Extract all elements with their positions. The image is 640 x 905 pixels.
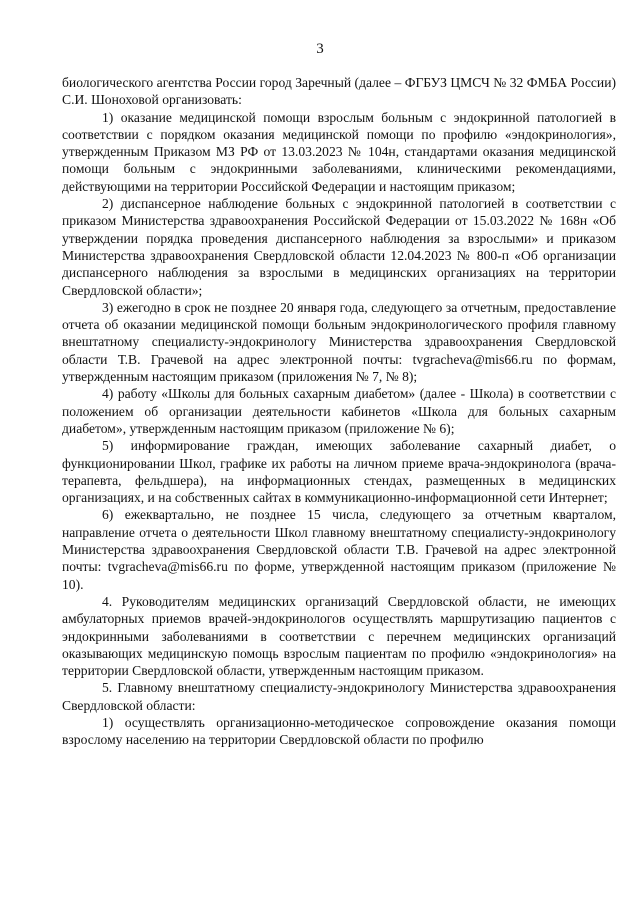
paragraph-item-3-annual-report: 3) ежегодно в срок не позднее 20 января года, следующего за отчетным, предоставление отчета об оказании медицинской помощи больным эндокринологического профиля главному внештатному специалисту-эндокринологу Министерства здравоохранения Свердловской области Т.В. Грачевой на адрес электронной почты: tvgracheva@mis66.ru по формам, утвержденным настоящим приказом (приложения № 7, № 8);: [62, 299, 616, 385]
paragraph-section-5-chief-specialist: 5. Главному внештатному специалисту-эндокринологу Министерства здравоохранения Свердловской области:: [62, 680, 616, 713]
paragraph-continuation: биологического агентства России город Заречный (далее – ФГБУЗ ЦМСЧ № 32 ФМБА России) С.И. Шоноховой организовать:: [62, 75, 616, 108]
paragraph-item-2-dispensary-observation: 2) диспансерное наблюдение больных с эндокринной патологией в соответствии с приказом Министерства здравоохранения Российской Федерации от 15.03.2022 № 168н «Об утверждении порядка проведения диспансерного наблюдения за взрослыми» и приказом Министерства здравоохранения Свердловской области 12.04.2023 № 800-п «Об организации диспансерного наблюдения за взрослыми в медицинских организациях на территории Свердловской области»;: [62, 196, 616, 298]
paragraph-section-4-routing: 4. Руководителям медицинских организаций Свердловской области, не имеющих амбулаторных приемов врачей-эндокринологов осуществлять маршрутизацию пациентов с эндокринными заболеваниями в соответствии с перечнем медицинских организаций оказывающих медицинскую помощь взрослым пациентам по профилю «эндокринология» на территории Свердловской области, утвержденным настоящим приказом.: [62, 593, 616, 679]
paragraph-item-1-medical-care: 1) оказание медицинской помощи взрослым больным с эндокринной патологией в соответствии с порядком оказания медицинской помощи по профилю «эндокринология», утвержденным Приказом МЗ РФ от 13.03.2023 № 104н, стандартами оказания медицинской помощи больным с эндокринными заболеваниями, клиническими рекомендациями, действующими на территории Российской Федерации и настоящим приказом;: [62, 109, 616, 194]
paragraph-item-6-quarterly-report: 6) ежеквартально, не позднее 15 числа, следующего за отчетным кварталом, направление отчета о деятельности Школ главному внештатному специалисту-эндокринологу Министерства здравоохранения Свердловской области Т.В. Грачевой на адрес электронной почты: tvgracheva@mis66.ru по форме, утвержденной настоящим приказом (приложение № 10).: [62, 507, 616, 592]
paragraph-item-4-diabetes-school: 4) работу «Школы для больных сахарным диабетом» (далее - Школа) в соответствии с положением об организации деятельности кабинетов «Школа для больных сахарным диабетом», утвержденным настоящим приказом (приложение № 6);: [62, 386, 616, 436]
paragraph-item-5-informing-citizens: 5) информирование граждан, имеющих заболевание сахарный диабет, о функционировании Школ, графике их работы на личном приеме врача-эндокринолога (врача-терапевта, фельдшера), на информационных стендах, размещенных в медицинских организациях, и на собственных сайтах в коммуникационно-информационной сети Интернет;: [62, 438, 616, 506]
paragraph-section-5-item-1: 1) осуществлять организационно-методическое сопровождение оказания помощи взрослому населению на территории Свердловской области по профилю: [62, 714, 616, 748]
document-body: [62, 74, 616, 749]
page-number: 3: [316, 41, 324, 57]
